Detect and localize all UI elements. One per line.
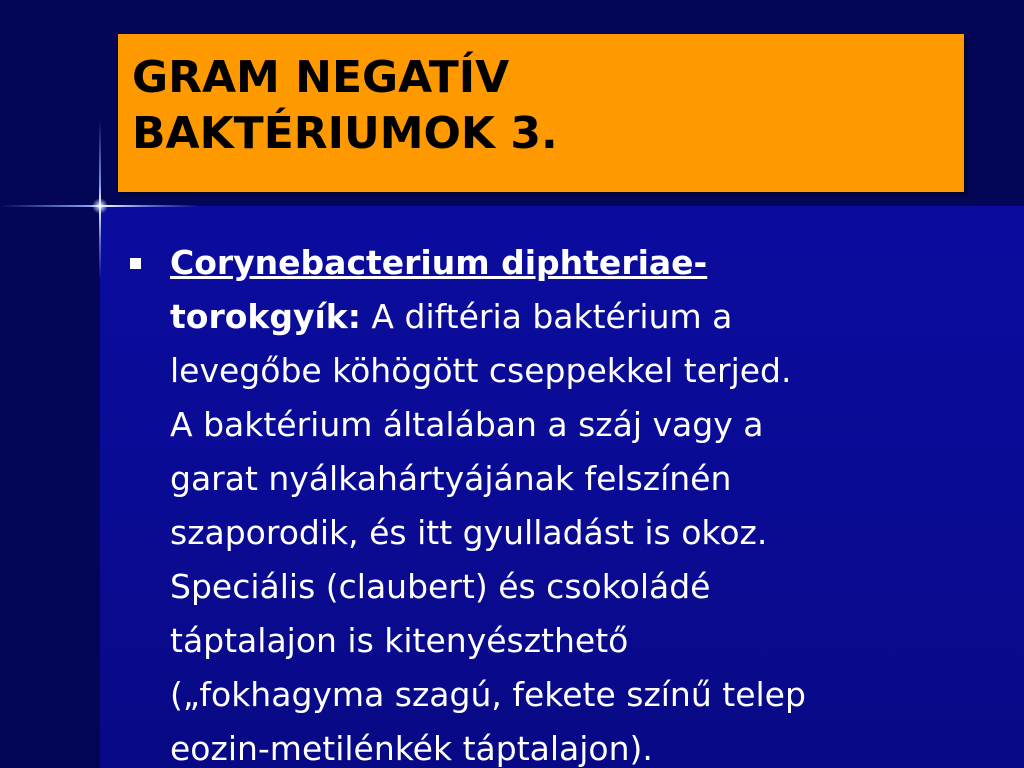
decorative-star-icon bbox=[92, 198, 108, 214]
body-line-10: eozin-metilénkék táptalajon). bbox=[170, 729, 653, 768]
body-line-9: („fokhagyma szagú, fekete színű telep bbox=[170, 675, 806, 714]
body-line-7: Speciális (claubert) és csokoládé bbox=[170, 567, 711, 606]
body-line-2 bbox=[170, 290, 930, 344]
slide-title bbox=[132, 50, 950, 162]
body-line-4: A baktérium általában a száj vagy a bbox=[170, 405, 764, 444]
title-line-2: BAKTÉRIUMOK 3. bbox=[132, 108, 558, 159]
body-line-5: garat nyálkahártyájának felszínén bbox=[170, 459, 732, 498]
bullet-paragraph bbox=[170, 236, 930, 768]
square-bullet-icon bbox=[130, 258, 141, 269]
body-line-1 bbox=[170, 236, 930, 290]
body-line-8: táptalajon is kitenyészthető bbox=[170, 621, 629, 660]
term-bold: torokgyík: bbox=[170, 297, 361, 336]
body-line-6: szaporodik, és itt gyulladást is okoz. bbox=[170, 513, 768, 552]
first-line-rest: A diftéria baktérium a bbox=[360, 297, 733, 336]
term-underlined: Corynebacterium diphteriae- bbox=[170, 243, 708, 282]
background-left-band bbox=[0, 206, 100, 768]
slide-content bbox=[130, 236, 930, 768]
title-line-1: GRAM NEGATÍV bbox=[132, 52, 510, 103]
body-line-3: levegőbe köhögött cseppekkel terjed. bbox=[170, 351, 792, 390]
title-box bbox=[118, 34, 964, 192]
